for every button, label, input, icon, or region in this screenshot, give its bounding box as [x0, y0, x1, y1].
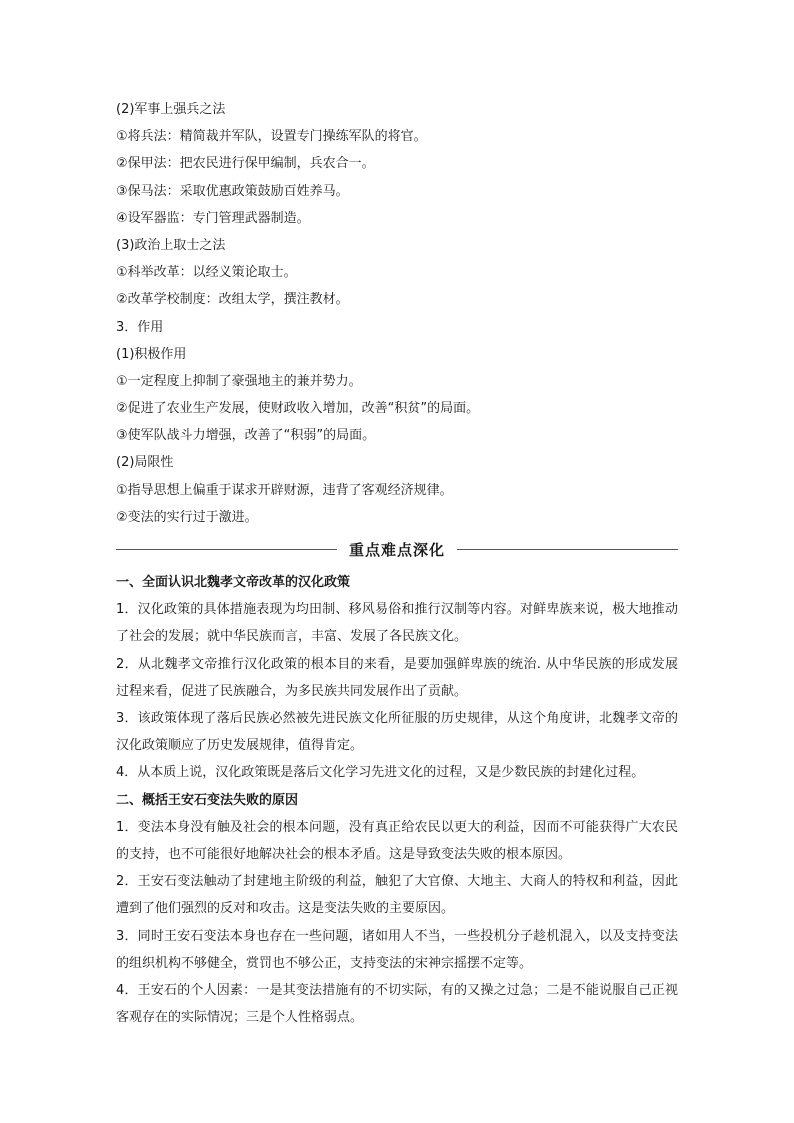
- divider-title: 重点难点深化: [349, 540, 446, 559]
- subheading-limitations: (2)局限性: [116, 455, 174, 471]
- paragraph: 1．变法本身没有触及社会的根本问题，没有真正给农民以更大的利益，因而不可能获得广大农民的支持，也不可能很好地解决社会的根本矛盾。这是导致变法失败的根本原因。: [116, 819, 678, 862]
- paragraph: 3．该政策体现了落后民族必然被先进民族文化所征服的历史规律，从这个角度讲，北魏孝文帝的汉化政策顺应了历史发展规律，值得肯定。: [116, 711, 678, 754]
- section-heading: 一、全面认识北魏孝文帝改革的汉化政策: [116, 575, 351, 590]
- list-item: ②保甲法：把农民进行保甲编制，兵农合一。: [116, 156, 375, 172]
- document-page: [116, 96, 678, 1031]
- divider-rule-right: [457, 549, 678, 550]
- paragraph: 4．从本质上说，汉化政策既是落后文化学习先进文化的过程，又是少数民族的封建化过程。: [116, 765, 645, 781]
- paragraph: 2．王安石变法触动了封建地主阶级的利益，触犯了大官僚、大地主、大商人的特权和利益，因此遭到了他们强烈的反对和攻击。这是变法失败的主要原因。: [116, 874, 678, 917]
- list-item: ③使军队战斗力增强，改善了“积弱”的局面。: [116, 428, 376, 444]
- reform-measures-list: [116, 96, 678, 531]
- list-item: ①一定程度上抑制了豪强地主的兼并势力。: [116, 373, 362, 389]
- subheading-politics: (3)政治上取士之法: [116, 237, 226, 253]
- section-divider: [116, 533, 678, 565]
- paragraph: 1．汉化政策的具体措施表现为均田制、移风易俗和推行汉制等内容。对鲜卑族来说，极大地推动了社会的发展；就中华民族而言，丰富、发展了各民族文化。: [116, 602, 678, 645]
- paragraph: 2．从北魏孝文帝推行汉化政策的根本目的来看，是要加强鲜卑族的统治. 从中华民族的形成发展过程来看，促进了民族融合，为多民族共同发展作出了贡献。: [116, 656, 678, 699]
- list-item: ②变法的实行过于激进。: [116, 509, 258, 525]
- list-item: ②促进了农业生产发展，使财政收入增加，改善“积贫”的局面。: [116, 401, 480, 417]
- paragraph: 4．王安石的个人因素：一是其变法措施有的不切实际，有的又操之过急；二是不能说服自己正视客观存在的实际情况；三是个人性格弱点。: [116, 983, 678, 1026]
- list-item: ①科举改革：以经义策论取士。: [116, 265, 297, 281]
- subheading-positive: (1)积极作用: [116, 346, 187, 362]
- paragraph: 3．同时王安石变法本身也存在一些问题，诸如用人不当，一些投机分子趁机混入，以及支持变法的组织机构不够健全，赏罚也不够公正，支持变法的宋神宗摇摆不定等。: [116, 928, 678, 971]
- list-item: ①将兵法：精简裁并军队，设置专门操练军队的将官。: [116, 129, 427, 145]
- section-heading: 二、概括王安石变法失败的原因: [116, 792, 299, 808]
- divider-rule-left: [116, 549, 337, 550]
- list-item: ④设军器监：专门管理武器制造。: [116, 210, 310, 226]
- subheading-effects: 3．作用: [116, 319, 164, 335]
- list-item: ③保马法：采取优惠政策鼓励百姓养马。: [116, 183, 349, 199]
- subheading-military: (2)军事上强兵之法: [116, 102, 226, 117]
- section-wang-anshi-reform: [116, 787, 678, 1032]
- section-xiaowen-reform: [116, 569, 678, 787]
- list-item: ②改革学校制度：改组太学，撰注教材。: [116, 292, 349, 308]
- list-item: ①指导思想上偏重于谋求开辟财源，违背了客观经济规律。: [116, 482, 453, 498]
